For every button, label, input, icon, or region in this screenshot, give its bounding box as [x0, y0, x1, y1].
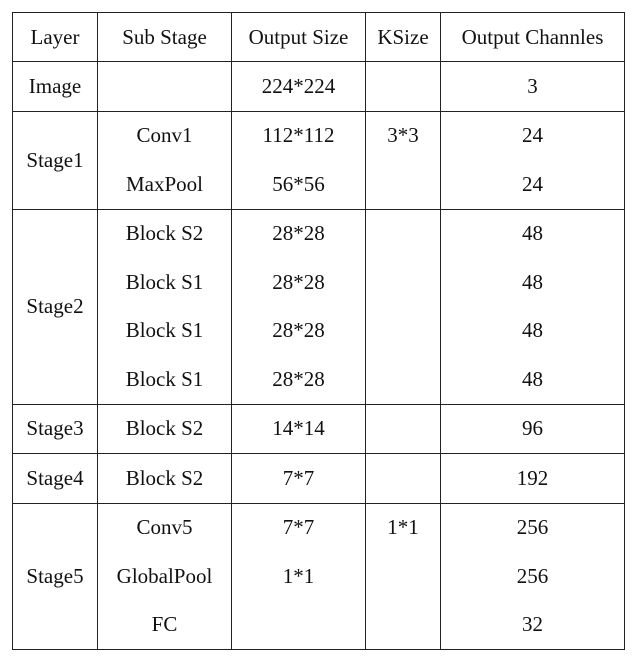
output-size-cell: 28*28 [232, 355, 366, 404]
layer-cell: Stage2 [13, 209, 98, 404]
table-row [13, 503, 625, 552]
ksize-cell [366, 258, 441, 307]
ksize-cell: 3*3 [366, 111, 441, 160]
layer-cell: Stage4 [13, 454, 98, 504]
output-size-cell: 14*14 [232, 404, 366, 454]
output-size-cell: 28*28 [232, 307, 366, 356]
ksize-cell [366, 601, 441, 650]
header-output-size: Output Size [232, 13, 366, 62]
layer-cell: Image [13, 62, 98, 112]
layer-cell: Stage1 [13, 111, 98, 209]
header-row [13, 13, 625, 62]
output-size-cell: 7*7 [232, 503, 366, 552]
output-channels-cell: 48 [441, 355, 625, 404]
sub-stage-cell: Block S2 [98, 454, 232, 504]
output-channels-cell: 192 [441, 454, 625, 504]
output-size-cell: 28*28 [232, 258, 366, 307]
header-output-channels: Output Channles [441, 13, 625, 62]
sub-stage-cell: FC [98, 601, 232, 650]
ksize-cell [366, 160, 441, 209]
output-size-cell: 1*1 [232, 552, 366, 601]
output-channels-cell: 24 [441, 160, 625, 209]
table-row [13, 601, 625, 650]
ksize-cell [366, 454, 441, 504]
output-channels-cell: 48 [441, 209, 625, 258]
table-row [13, 209, 625, 258]
layer-cell: Stage5 [13, 503, 98, 650]
table-container [12, 12, 625, 650]
sub-stage-cell: MaxPool [98, 160, 232, 209]
ksize-cell [366, 209, 441, 258]
sub-stage-cell: Conv1 [98, 111, 232, 160]
output-size-cell: 112*112 [232, 111, 366, 160]
table-row [13, 258, 625, 307]
output-channels-cell: 48 [441, 258, 625, 307]
output-channels-cell: 256 [441, 552, 625, 601]
output-size-cell: 7*7 [232, 454, 366, 504]
ksize-cell [366, 355, 441, 404]
layer-cell: Stage3 [13, 404, 98, 454]
output-channels-cell: 3 [441, 62, 625, 112]
ksize-cell [366, 62, 441, 112]
output-size-cell: 28*28 [232, 209, 366, 258]
header-layer: Layer [13, 13, 98, 62]
output-channels-cell: 48 [441, 307, 625, 356]
table-row [13, 552, 625, 601]
table-row [13, 111, 625, 160]
output-channels-cell: 256 [441, 503, 625, 552]
output-size-cell: 56*56 [232, 160, 366, 209]
network-architecture-table [12, 12, 625, 650]
output-channels-cell: 96 [441, 404, 625, 454]
sub-stage-cell: Block S2 [98, 404, 232, 454]
header-ksize: KSize [366, 13, 441, 62]
table-row [13, 160, 625, 209]
sub-stage-cell: Block S2 [98, 209, 232, 258]
ksize-cell [366, 307, 441, 356]
sub-stage-cell: Block S1 [98, 307, 232, 356]
ksize-cell [366, 552, 441, 601]
ksize-cell [366, 404, 441, 454]
output-channels-cell: 32 [441, 601, 625, 650]
table-row [13, 454, 625, 504]
table-row [13, 404, 625, 454]
table-row [13, 355, 625, 404]
output-channels-cell: 24 [441, 111, 625, 160]
output-size-cell [232, 601, 366, 650]
sub-stage-cell: Block S1 [98, 258, 232, 307]
output-size-cell: 224*224 [232, 62, 366, 112]
table-row [13, 62, 625, 112]
sub-stage-cell: GlobalPool [98, 552, 232, 601]
sub-stage-cell: Block S1 [98, 355, 232, 404]
sub-stage-cell: Conv5 [98, 503, 232, 552]
sub-stage-cell [98, 62, 232, 112]
table-row [13, 307, 625, 356]
table-body [13, 62, 625, 650]
ksize-cell: 1*1 [366, 503, 441, 552]
header-sub-stage: Sub Stage [98, 13, 232, 62]
